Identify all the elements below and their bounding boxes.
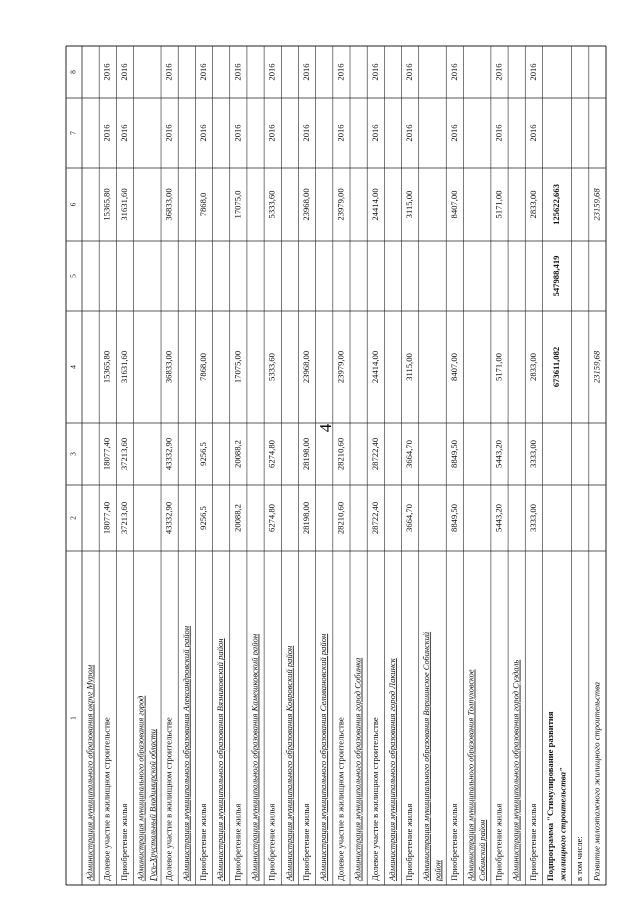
cell-value-c2: 28198,00 xyxy=(301,501,312,535)
row-label: Собинский район xyxy=(478,819,488,881)
row-label: жилищного строительства" xyxy=(557,767,568,881)
cell-value-c6: 24414,00 xyxy=(369,188,380,221)
cell-value-c6: 36833,00 xyxy=(163,188,174,221)
cell-value-c2: 20088,2 xyxy=(232,504,243,532)
cell-value-c4: 7868,00 xyxy=(197,353,208,381)
cell-value-c6: 23979,00 xyxy=(335,188,346,221)
row-label: Администрация муниципального образования город xyxy=(136,695,146,881)
cell-value-c3: 37213,60 xyxy=(118,437,129,471)
row-label: Администрация муниципального образования город Собинка xyxy=(352,657,363,881)
cell-value-c3: 28722,40 xyxy=(369,437,380,471)
row-label: Развитие малоэтажного жилищного строительства xyxy=(591,681,602,881)
cell-value-c3: 18077,40 xyxy=(101,437,112,471)
cell-value-c6: 2833,00 xyxy=(527,190,538,219)
cell-value-c6: 23159,68 xyxy=(591,188,602,221)
cell-value-c8: 2016 xyxy=(163,63,174,81)
cell-value-c8: 2016 xyxy=(197,63,208,81)
cell-value-c4: 23979,00 xyxy=(335,350,346,384)
column-number: 3 xyxy=(68,452,78,456)
row-label: Приобретение жилья xyxy=(527,803,538,881)
cell-value-c8: 2016 xyxy=(448,63,459,81)
row-label: Подпрограмма "Стимулирование развития xyxy=(545,711,556,881)
row-label: Приобретение жилья xyxy=(118,803,129,881)
cell-value-c6: 5333,60 xyxy=(266,190,277,219)
cell-value-c6: 17075,0 xyxy=(232,190,243,219)
column-number: 7 xyxy=(68,131,78,135)
cell-value-c7: 2016 xyxy=(404,124,415,142)
cell-value-c8: 2016 xyxy=(369,63,380,81)
cell-value-c6: 31631,60 xyxy=(118,188,129,221)
cell-value-c7: 2016 xyxy=(369,124,380,142)
cell-value-c3: 5443,20 xyxy=(493,440,504,468)
row-label: Администрация муниципального образования Ковровский район xyxy=(283,645,294,881)
cell-value-c8: 2016 xyxy=(493,63,504,81)
row-label: Приобретение жилья xyxy=(493,803,504,881)
row-label: Администрация муниципального образования город Суздаль xyxy=(510,659,521,881)
column-number: 1 xyxy=(68,716,78,720)
cell-value-c3: 43332,90 xyxy=(163,437,174,471)
cell-value-c2: 3664,70 xyxy=(404,504,415,532)
row-label: Приобретение жилья xyxy=(197,803,208,881)
cell-value-c4: 31631,60 xyxy=(118,350,129,384)
row-label: Приобретение жилья xyxy=(404,803,415,881)
cell-value-c8: 2016 xyxy=(101,63,112,81)
cell-value-c2: 9256,5 xyxy=(197,506,208,530)
cell-value-c7: 2016 xyxy=(448,124,459,142)
row-label: Приобретение жилья xyxy=(266,803,277,881)
row-label: Приобретение жилья xyxy=(301,803,312,881)
cell-value-c7: 2016 xyxy=(301,124,312,142)
row-label: Администрация муниципального образования Камешковский район xyxy=(249,633,260,881)
cell-value-c7: 2016 xyxy=(266,124,277,142)
cell-value-c7: 2016 xyxy=(232,124,243,142)
row-label: Администрация муниципального образования округ Муром xyxy=(84,664,95,881)
row-label: Администрация муниципального образования Селивановский район xyxy=(318,633,329,881)
column-number: 8 xyxy=(68,70,78,74)
cell-value-c2: 18077,40 xyxy=(101,501,112,535)
cell-value-c7: 2016 xyxy=(527,124,538,142)
row-label: Гусь-Хрустальный Владимирской области xyxy=(148,729,158,881)
row-label: Администрация муниципального образования Толпуховское xyxy=(466,669,476,881)
cell-value-c7: 2016 xyxy=(335,124,346,142)
cell-value-c8: 2016 xyxy=(335,63,346,81)
cell-value-c4: 5333,60 xyxy=(266,353,277,381)
cell-value-c4: 24414,00 xyxy=(369,350,380,384)
cell-value-c4: 673611,082 xyxy=(551,346,562,388)
cell-value-c3: 8849,50 xyxy=(448,440,459,468)
cell-value-c8: 2016 xyxy=(266,63,277,81)
cell-value-c8: 2016 xyxy=(527,63,538,81)
cell-value-c4: 15365,80 xyxy=(101,350,112,384)
cell-value-c6: 8407,00 xyxy=(448,190,459,219)
cell-value-c2: 8849,50 xyxy=(448,504,459,532)
cell-value-c8: 2016 xyxy=(232,63,243,81)
cell-value-c4: 8407,00 xyxy=(448,353,459,381)
cell-value-c3: 3333,00 xyxy=(527,440,538,468)
column-number: 6 xyxy=(68,202,78,207)
cell-value-c2: 43332,90 xyxy=(163,501,174,535)
cell-value-c2: 5443,20 xyxy=(493,504,504,532)
cell-value-c7: 2016 xyxy=(197,124,208,142)
column-number: 2 xyxy=(68,516,78,520)
cell-value-c7: 2016 xyxy=(118,124,129,142)
row-label: Долевое участие в жилищном строительстве xyxy=(335,717,346,881)
row-label: район xyxy=(433,860,443,881)
cell-value-c4: 5171,00 xyxy=(493,353,504,381)
cell-value-c6: 23968,00 xyxy=(301,188,312,221)
row-label: Администрация муниципального образования город Лакинск xyxy=(386,658,397,881)
row-label: Долевое участие в жилищном строительстве xyxy=(163,717,174,881)
page-number: 4 xyxy=(316,423,335,433)
cell-value-c8: 2016 xyxy=(301,63,312,81)
cell-value-c7: 2016 xyxy=(163,124,174,142)
cell-value-c2: 28210,60 xyxy=(335,501,346,535)
cell-value-c3: 9256,5 xyxy=(197,442,208,466)
row-label: Приобретение жилья xyxy=(232,803,243,881)
cell-value-c2: 28722,40 xyxy=(369,501,380,535)
cell-value-c6: 15365,80 xyxy=(101,188,112,221)
cell-value-c2: 3333,00 xyxy=(527,504,538,532)
cell-value-c4: 17075,00 xyxy=(232,350,243,384)
column-number: 5 xyxy=(68,274,78,278)
row-label: Долевое участие в жилищном строительстве xyxy=(369,717,380,881)
cell-value-c8: 2016 xyxy=(404,63,415,81)
cell-value-c3: 28198,00 xyxy=(301,437,312,471)
row-label: Администрация муниципального образования Вязниковский район xyxy=(215,638,226,881)
cell-value-c8: 2016 xyxy=(118,63,129,81)
cell-value-c7: 2016 xyxy=(101,124,112,142)
cell-value-c3: 3664,70 xyxy=(404,440,415,468)
cell-value-c4: 36833,00 xyxy=(163,350,174,384)
row-label: Долевое участие в жилищном строительстве xyxy=(101,717,112,881)
cell-value-c4: 23159,68 xyxy=(591,350,602,384)
cell-value-c4: 23968,00 xyxy=(301,350,312,384)
cell-value-c6: 7868,0 xyxy=(197,192,208,217)
cell-value-c2: 37213,60 xyxy=(118,501,129,535)
row-label: Приобретение жилья xyxy=(448,803,459,881)
row-label: в том числе: xyxy=(574,836,585,881)
cell-value-c4: 2833,00 xyxy=(527,353,538,381)
cell-value-c3: 28210,60 xyxy=(335,437,346,471)
cell-value-c6: 3115,00 xyxy=(404,190,415,219)
cell-value-c5: 547988,419 xyxy=(551,255,562,297)
cell-value-c2: 6274,80 xyxy=(266,504,277,532)
row-label: Администрация муниципального образования Александровский район xyxy=(180,625,191,881)
cell-value-c7: 2016 xyxy=(493,124,504,142)
row-label: Администрация муниципального образования Воршинское Собинский xyxy=(421,631,431,881)
column-number: 4 xyxy=(68,365,78,369)
cell-value-c6: 125622,663 xyxy=(551,184,562,225)
cell-value-c6: 5171,00 xyxy=(493,190,504,219)
cell-value-c3: 20088,2 xyxy=(232,440,243,468)
cell-value-c4: 3115,00 xyxy=(404,353,415,381)
cell-value-c3: 6274,80 xyxy=(266,440,277,468)
